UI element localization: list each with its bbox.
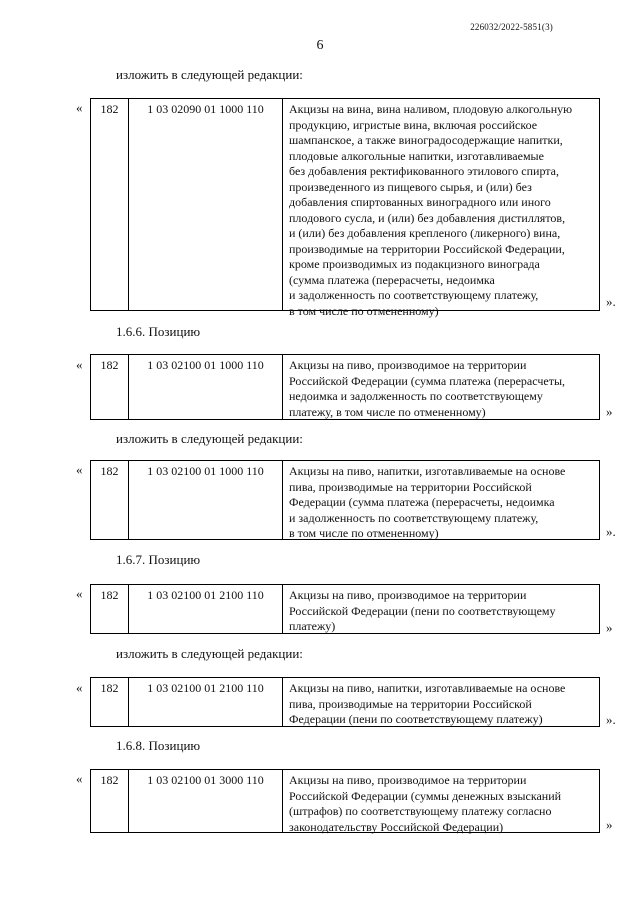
description-line: Акцизы на пиво, напитки, изготавливаемые на основе (289, 681, 566, 695)
description-line: Акцизы на пиво, напитки, изготавливаемые на основе (289, 464, 566, 478)
admin-code-cell: 182 (91, 461, 129, 539)
table-row (90, 677, 600, 727)
open-quote: « (76, 680, 83, 695)
admin-code-cell: 182 (91, 770, 129, 832)
paragraph-position: 1.6.6. Позицию (116, 324, 201, 339)
close-quote: » (606, 404, 613, 419)
open-quote: « (76, 771, 83, 786)
description-line: (сумма платежа (перерасчеты, недоимка (289, 272, 495, 287)
description-line: Российской Федерации (пени по соответствующему (289, 603, 556, 618)
page-number: 6 (316, 38, 324, 53)
table-row (90, 460, 600, 540)
description-line: кроме производимых из подакцизного винограда (289, 257, 540, 271)
close-quote: ». (606, 294, 616, 309)
description-line: плодовые алкогольные напитки, изготавливаемые (289, 148, 544, 163)
description-line: Акцизы на пиво, производимое на территории (289, 588, 527, 602)
description-line: без добавления ректификованного этилового спирта, (289, 164, 560, 178)
kbk-code-cell: 1 03 02100 01 2100 110 (129, 678, 283, 726)
paragraph-instruction: изложить в следующей редакции: (116, 646, 303, 661)
paragraph-position: 1.6.8. Позицию (116, 738, 201, 753)
description-line: пива, производимые на территории Российской (289, 479, 532, 494)
description-line: Акцизы на вина, вина наливом, плодовую алкогольную (289, 102, 573, 116)
open-quote: « (76, 357, 83, 372)
description-line: Российской Федерации (сумма платежа (перерасчеты, (289, 373, 566, 388)
description-line: и задолженность по соответствующему платежу, (289, 510, 539, 525)
open-quote: « (76, 462, 83, 477)
description-line: и задолженность по соответствующему платежу, (289, 288, 539, 302)
kbk-code-cell: 1 03 02090 01 1000 110 (129, 99, 283, 310)
description-line: Акцизы на пиво, производимое на территории (289, 358, 527, 372)
description-cell (283, 461, 599, 539)
document-id: 226032/2022-5851(3) (470, 22, 553, 32)
table-row (90, 584, 600, 634)
description-line: платежу, в том числе по отмененному) (289, 404, 486, 419)
admin-code-cell: 182 (91, 99, 129, 310)
description-line: Российской Федерации (суммы денежных взысканий (289, 788, 562, 803)
description-line: в том числе по отмененному) (289, 526, 439, 540)
admin-code-cell: 182 (91, 678, 129, 726)
description-line: Федерации (сумма платежа (перерасчеты, недоимка (289, 495, 555, 509)
description-cell (283, 355, 599, 419)
close-quote: ». (606, 712, 616, 727)
description-line: в том числе по отмененному) (289, 303, 439, 318)
kbk-code-cell: 1 03 02100 01 1000 110 (129, 461, 283, 539)
close-quote: ». (606, 524, 616, 539)
paragraph-position: 1.6.7. Позицию (116, 552, 201, 567)
description-line: добавления спиртованных виноградного или иного (289, 195, 551, 209)
description-line: произведенного из пищевого сырья, и (или) без (289, 179, 532, 194)
description-cell (283, 770, 599, 832)
description-line: Федерации (пени по соответствующему платежу) (289, 712, 543, 726)
description-cell (283, 678, 599, 726)
description-line: и (или) без добавления крепленого (ликерного) вина, (289, 226, 561, 240)
description-line: плодового сусла, и (или) без добавления дистиллятов, (289, 210, 566, 225)
description-line: недоимка и задолженность по соответствующему (289, 389, 543, 403)
description-line: Акцизы на пиво, производимое на территории (289, 773, 527, 787)
description-cell (283, 585, 599, 633)
description-line: производимые на территории Российской Федерации, (289, 241, 565, 256)
close-quote: » (606, 620, 613, 635)
open-quote: « (76, 586, 83, 601)
table-row (90, 354, 600, 420)
table-row (90, 769, 600, 833)
description-line: законодательству Российской Федерации) (289, 819, 504, 834)
admin-code-cell: 182 (91, 355, 129, 419)
description-line: продукцию, игристые вина, включая российское (289, 117, 538, 132)
description-line: платежу) (289, 619, 336, 633)
table-row (90, 98, 600, 318)
open-quote: « (76, 100, 83, 115)
description-line: пива, производимые на территории Российской (289, 696, 532, 711)
description-line: шампанское, а также виноградосодержащие напитки, (289, 133, 563, 147)
kbk-code-cell: 1 03 02100 01 3000 110 (129, 770, 283, 832)
paragraph-instruction: изложить в следующей редакции: (116, 431, 303, 446)
description-cell (283, 99, 599, 318)
paragraph-instruction: изложить в следующей редакции: (116, 67, 303, 82)
description-line: (штрафов) по соответствующему платежу согласно (289, 804, 552, 818)
kbk-code-cell: 1 03 02100 01 1000 110 (129, 355, 283, 419)
kbk-code-cell: 1 03 02100 01 2100 110 (129, 585, 283, 633)
close-quote: » (606, 817, 613, 832)
admin-code-cell: 182 (91, 585, 129, 633)
